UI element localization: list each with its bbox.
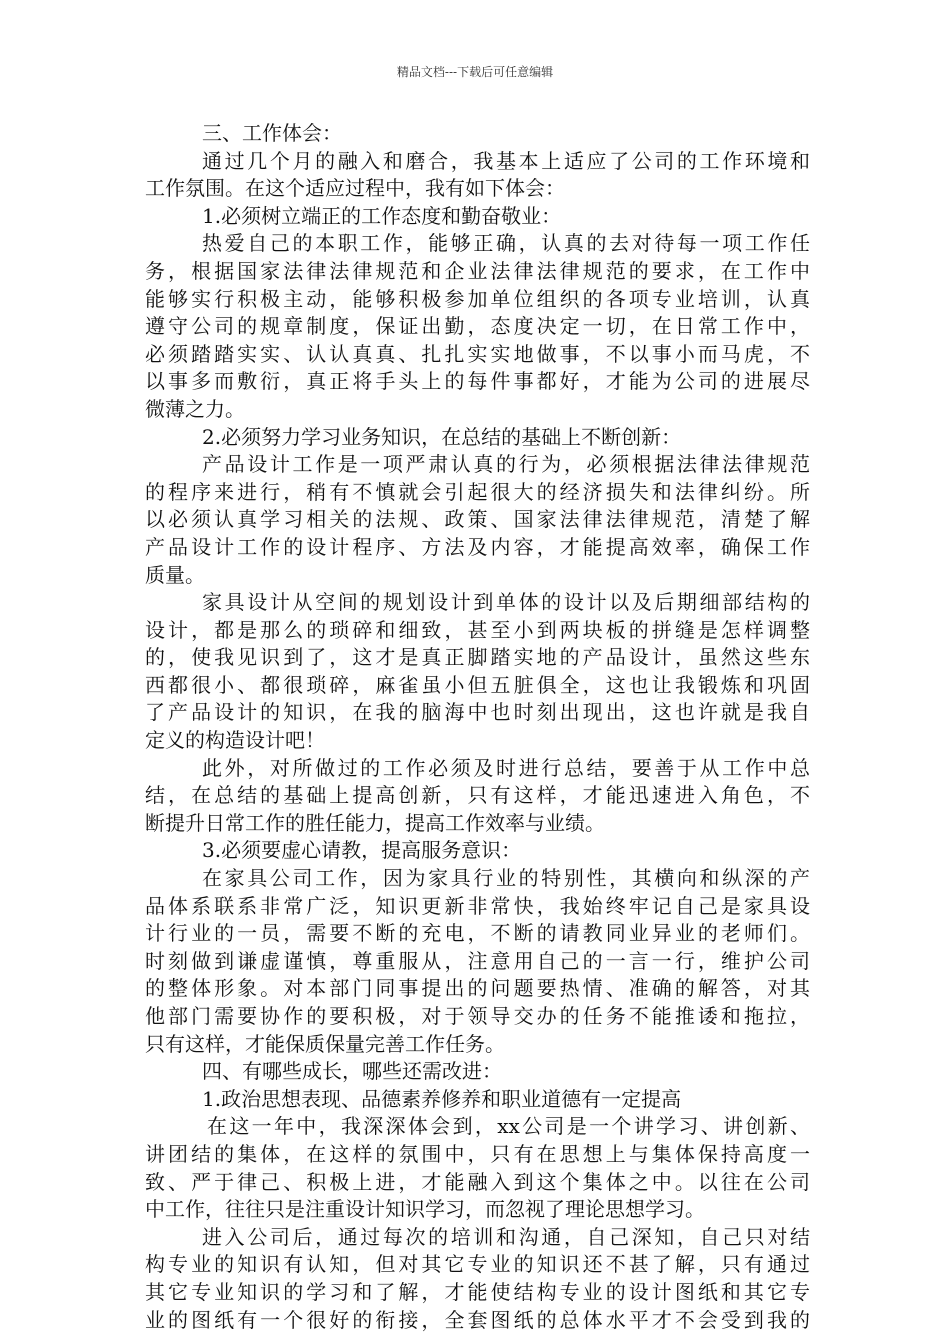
paragraph-line: 结，在总结的基础上提高创新，只有这样，才能迅速进入角色，不 [145, 783, 810, 808]
paragraph-line: 在家具公司工作，因为家具行业的特别性，其横向和纵深的产 [202, 866, 810, 891]
paragraph-line: 的程序来进行，稍有不慎就会引起很大的经济损失和法律纠纷。所 [145, 479, 810, 504]
subheading-1: 1.必须树立端正的工作态度和勤奋敬业： [202, 203, 562, 228]
paragraph-line: 通过几个月的融入和磨合，我基本上适应了公司的工作环境和 [202, 148, 810, 173]
paragraph-line: 时刻做到谦虚谨慎，尊重服从，注意用自己的一言一行，维护公司 [145, 948, 810, 973]
document-body [145, 120, 810, 1334]
paragraph-line: 定义的构造设计吧！ [145, 728, 325, 753]
paragraph-line: 热爱自己的本职工作，能够正确，认真的去对待每一项工作任 [202, 231, 810, 256]
paragraph-line: 设计，都是那么的琐碎和细致，甚至小到两块板的拼缝是怎样调整 [145, 617, 810, 642]
paragraph-line: 致、严于律己、积极上进，才能融入到这个集体之中。以往在公司 [145, 1169, 810, 1194]
paragraph-line: 必须踏踏实实、认认真真、扎扎实实地做事，不以事小而马虎，不 [145, 341, 810, 366]
paragraph-line: 在这一年中，我深深体会到，xx公司是一个讲学习、讲创新、 [207, 1114, 810, 1139]
section-heading-4: 四、有哪些成长，哪些还需改进： [202, 1059, 502, 1084]
paragraph-line: 讲团结的集体，在这样的氛围中，只有在思想上与集体保持高度一 [145, 1141, 810, 1166]
paragraph-line: 的，使我见识到了，这才是真正脚踏实地的产品设计，虽然这些东 [145, 645, 810, 670]
paragraph-line: 家具设计从空间的规划设计到单体的设计以及后期细部结构的 [202, 590, 810, 615]
paragraph-line: 能够实行积极主动，能够积极参加单位组织的各项专业培训，认真 [145, 286, 810, 311]
page-header: 精品文档---下载后可任意编辑 [396, 65, 554, 79]
paragraph-line: 其它专业知识的学习和了解，才能使结构专业的设计图纸和其它专 [145, 1279, 810, 1304]
paragraph-line: 计行业的一员，需要不断的充电，不断的请教同业异业的老师们。 [145, 921, 810, 946]
paragraph-line: 产品设计工作是一项严肃认真的行为，必须根据法律法律规范 [202, 452, 810, 477]
paragraph-line: 微薄之力。 [145, 396, 245, 421]
paragraph-line: 以必须认真学习相关的法规、政策、国家法律法律规范，清楚了解 [145, 507, 810, 532]
paragraph-line: 品体系联系非常广泛，知识更新非常快，我始终牢记自己是家具设 [145, 893, 810, 918]
paragraph-line: 的整体形象。对本部门同事提出的问题要热情、准确的解答，对其 [145, 976, 810, 1001]
paragraph-line: 工作氛围。在这个适应过程中，我有如下体会： [145, 176, 565, 201]
section-heading-3: 三、工作体会： [202, 121, 342, 145]
paragraph-line: 务，根据国家法律法律规范和企业法律法律规范的要求，在工作中 [145, 258, 810, 283]
paragraph-line: 西都很小、都很琐碎，麻雀虽小但五脏俱全，这也让我锻炼和巩固 [145, 672, 810, 697]
paragraph-line: 进入公司后，通过每次的培训和沟通，自己深知，自己只对结 [202, 1224, 810, 1249]
paragraph-line: 业的图纸有一个很好的衔接，全套图纸的总体水平才不会受到我的 [145, 1307, 810, 1332]
paragraph-line: 此外，对所做过的工作必须及时进行总结，要善于从工作中总 [202, 755, 810, 780]
paragraph-line: 只有这样，才能保质保量完善工作任务。 [145, 1031, 505, 1056]
subheading-2: 2.必须努力学习业务知识，在总结的基础上不断创新： [202, 424, 682, 449]
subheading-1: 1.政治思想表现、品德素养修养和职业道德有一定提高 [202, 1086, 682, 1111]
paragraph-line: 中工作，往往只是注重设计知识学习，而忽视了理论思想学习。 [145, 1197, 705, 1222]
paragraph-line: 质量。 [145, 562, 205, 587]
paragraph-line: 断提升日常工作的胜任能力，提高工作效率与业绩。 [145, 810, 605, 835]
paragraph-line: 了产品设计的知识，在我的脑海中也时刻出现出，这也许就是我自 [145, 700, 810, 725]
paragraph-line: 构专业的知识有认知，但对其它专业的知识还不甚了解，只有通过 [145, 1252, 810, 1277]
paragraph-line: 遵守公司的规章制度，保证出勤，态度决定一切，在日常工作中， [145, 314, 810, 339]
paragraph-line: 以事多而敷衍，真正将手头上的每件事都好，才能为公司的进展尽 [145, 369, 810, 394]
paragraph-line: 产品设计工作的设计程序、方法及内容，才能提高效率，确保工作 [145, 534, 810, 559]
subheading-3: 3.必须要虚心请教，提高服务意识： [202, 838, 522, 863]
paragraph-line: 他部门需要协作的要积极，对于领导交办的任务不能推诿和拖拉， [145, 1004, 810, 1028]
